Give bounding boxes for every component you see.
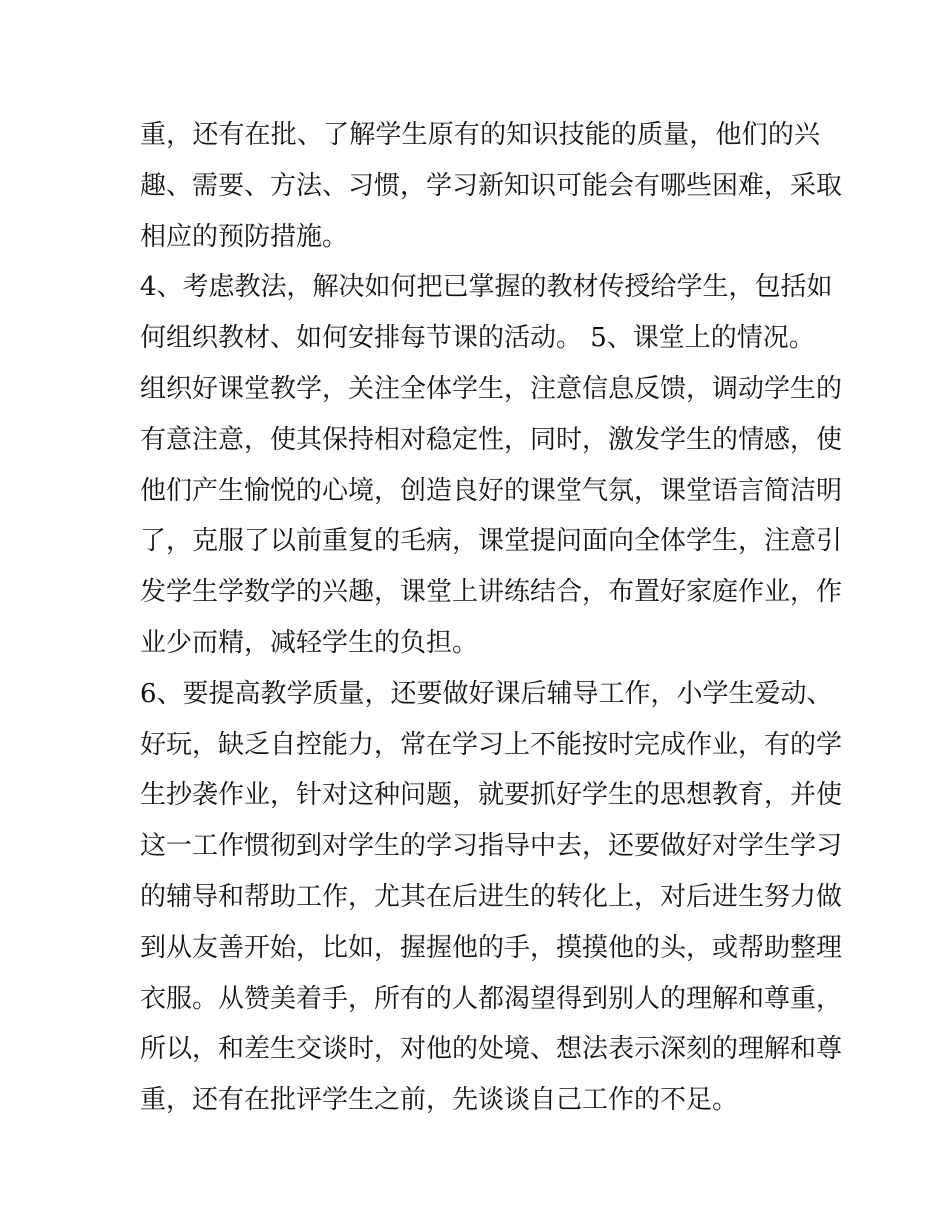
text-line: 业少而精，减轻学生的负担。	[140, 627, 479, 658]
document-body	[140, 110, 843, 1126]
text-line: 6、要提高教学质量，还要做好课后辅导工作，小学生爱动、	[140, 678, 833, 709]
text-line: 组织好课堂教学，关注全体学生，注意信息反馈，调动学生的	[140, 373, 843, 404]
text-line: 重，还有在批、了解学生原有的知识技能的质量，他们的兴	[140, 120, 820, 150]
text-line: 了，克服了以前重复的毛病，课堂提问面向全体学生，注意引	[140, 526, 843, 557]
text-line: 发学生学数学的兴趣，课堂上讲练结合，布置好家庭作业，作	[140, 577, 843, 608]
text-line: 到从友善开始，比如，握握他的手，摸摸他的头，或帮助整理	[140, 932, 843, 963]
text-line: 所以，和差生交谈时，对他的处境、想法表示深刻的理解和尊	[140, 1034, 843, 1065]
text-line: 4、考虑教法，解决如何把已掌握的教材传授给学生，包括如	[140, 272, 833, 303]
text-line: 生抄袭作业，针对这种问题，就要抓好学生的思想教育，并使	[140, 780, 843, 811]
text-line: 衣服。从赞美着手，所有的人都渴望得到别人的理解和尊重，	[140, 983, 843, 1014]
text-line: 趣、需要、方法、习惯，学习新知识可能会有哪些困难，采取	[140, 170, 843, 201]
text-line: 这一工作惯彻到对学生的学习指导中去，还要做好对学生学习	[140, 831, 843, 862]
text-line: 重，还有在批评学生之前，先谈谈自己工作的不足。	[140, 1085, 739, 1116]
text-line: 何组织教材、如何安排每节课的活动。 5、课堂上的情况。	[140, 323, 815, 354]
text-line: 有意注意，使其保持相对稳定性，同时，激发学生的情感，使	[140, 424, 843, 455]
text-line: 相应的预防措施。	[140, 221, 349, 252]
text-line: 他们产生愉悦的心境，创造良好的课堂气氛，课堂语言简洁明	[140, 475, 843, 506]
text-line: 的辅导和帮助工作，尤其在后进生的转化上，对后进生努力做	[140, 881, 843, 912]
text-line: 好玩，缺乏自控能力，常在学习上不能按时完成作业，有的学	[140, 729, 843, 760]
